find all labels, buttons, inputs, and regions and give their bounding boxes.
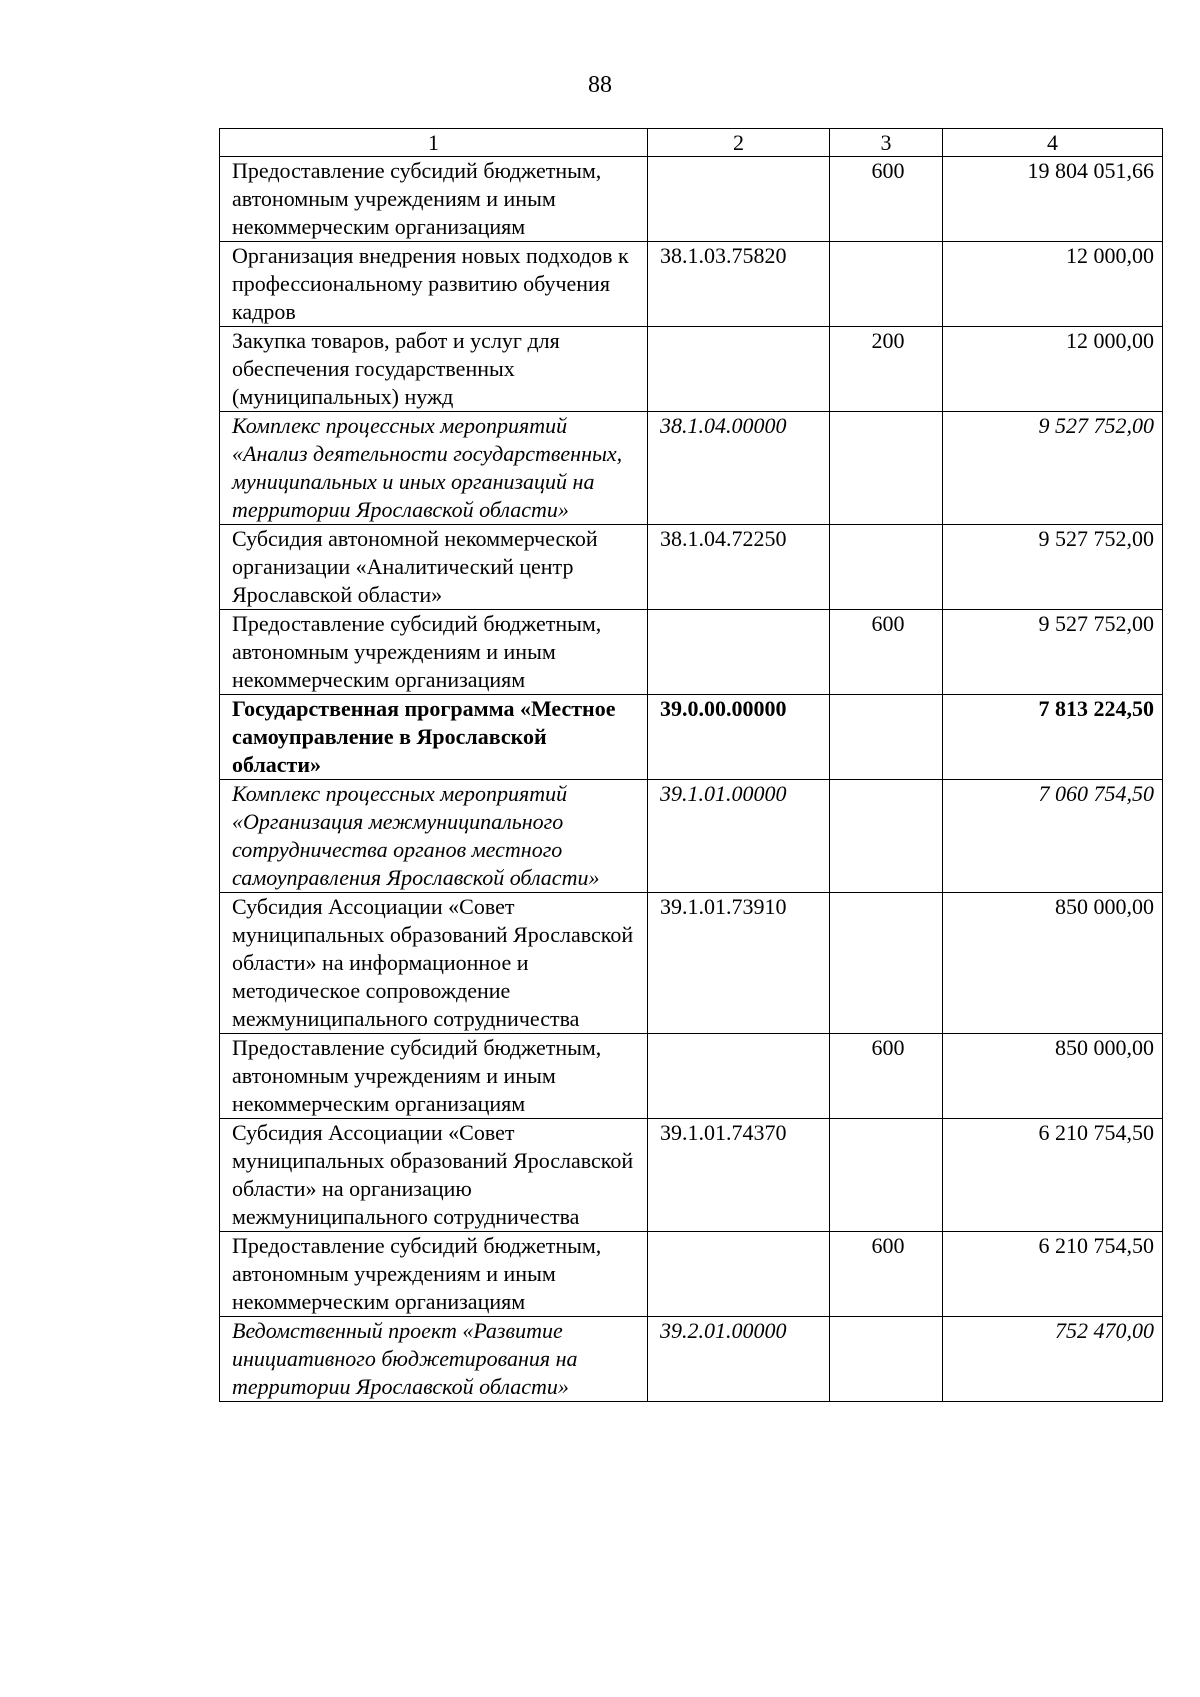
row-kvr-cell: 600	[830, 1034, 943, 1119]
row-code-cell: 39.2.01.00000	[648, 1317, 830, 1402]
row-name-cell: Субсидия Ассоциации «Совет муниципальных образований Ярославской области» на организацию межмуниципального сотрудничества	[220, 1119, 648, 1232]
table-row	[220, 157, 1163, 242]
row-code-cell	[648, 1034, 830, 1119]
row-amount-cell: 752 470,00	[943, 1317, 1163, 1402]
header-col-4: 4	[943, 129, 1163, 157]
row-amount-cell: 9 527 752,00	[943, 525, 1163, 610]
row-code-cell: 38.1.03.75820	[648, 242, 830, 327]
row-code-cell	[648, 610, 830, 695]
row-kvr-cell: 600	[830, 157, 943, 242]
table-row	[220, 242, 1163, 327]
row-amount-cell: 7 813 224,50	[943, 695, 1163, 780]
row-code-cell: 39.0.00.00000	[648, 695, 830, 780]
row-amount-cell: 19 804 051,66	[943, 157, 1163, 242]
row-kvr-cell	[830, 412, 943, 525]
header-col-1: 1	[220, 129, 648, 157]
table-body	[220, 157, 1163, 1402]
row-amount-cell: 850 000,00	[943, 893, 1163, 1034]
row-name-cell: Предоставление субсидий бюджетным, автономным учреждениям и иным некоммерческим организациям	[220, 157, 648, 242]
row-kvr-cell	[830, 242, 943, 327]
row-amount-cell: 9 527 752,00	[943, 412, 1163, 525]
table-row	[220, 1119, 1163, 1232]
row-kvr-cell	[830, 893, 943, 1034]
row-kvr-cell	[830, 1119, 943, 1232]
row-name-cell: Предоставление субсидий бюджетным, автономным учреждениям и иным некоммерческим организациям	[220, 1034, 648, 1119]
row-name-cell: Закупка товаров, работ и услуг для обеспечения государственных (муниципальных) нужд	[220, 327, 648, 412]
row-amount-cell: 9 527 752,00	[943, 610, 1163, 695]
row-name-cell: Субсидия Ассоциации «Совет муниципальных образований Ярославской области» на информационное и методическое сопровождение межмуниципального сотрудничества	[220, 893, 648, 1034]
table-row	[220, 780, 1163, 893]
row-name-cell: Комплекс процессных мероприятий «Анализ деятельности государственных, муниципальных и иных организаций на территории Ярославской области»	[220, 412, 648, 525]
row-code-cell: 39.1.01.00000	[648, 780, 830, 893]
row-name-cell: Ведомственный проект «Развитие инициативного бюджетирования на территории Ярославской области»	[220, 1317, 648, 1402]
table-row	[220, 412, 1163, 525]
table-row	[220, 1034, 1163, 1119]
row-code-cell: 38.1.04.00000	[648, 412, 830, 525]
header-col-2: 2	[648, 129, 830, 157]
row-amount-cell: 6 210 754,50	[943, 1119, 1163, 1232]
row-code-cell	[648, 327, 830, 412]
row-amount-cell: 6 210 754,50	[943, 1232, 1163, 1317]
header-row	[220, 129, 1163, 157]
table-row	[220, 327, 1163, 412]
row-name-cell: Предоставление субсидий бюджетным, автономным учреждениям и иным некоммерческим организациям	[220, 1232, 648, 1317]
table-row	[220, 893, 1163, 1034]
row-code-cell: 39.1.01.73910	[648, 893, 830, 1034]
table-row	[220, 695, 1163, 780]
table-row	[220, 525, 1163, 610]
row-name-cell: Организация внедрения новых подходов к профессиональному развитию обучения кадров	[220, 242, 648, 327]
table-row	[220, 610, 1163, 695]
row-kvr-cell	[830, 1317, 943, 1402]
row-code-cell: 38.1.04.72250	[648, 525, 830, 610]
row-code-cell: 39.1.01.74370	[648, 1119, 830, 1232]
table-row	[220, 1232, 1163, 1317]
row-kvr-cell: 200	[830, 327, 943, 412]
row-code-cell	[648, 1232, 830, 1317]
page-number: 88	[588, 72, 612, 98]
row-name-cell: Предоставление субсидий бюджетным, автономным учреждениям и иным некоммерческим организациям	[220, 610, 648, 695]
row-kvr-cell	[830, 525, 943, 610]
budget-table	[219, 128, 1163, 1402]
row-amount-cell: 7 060 754,50	[943, 780, 1163, 893]
table-row	[220, 1317, 1163, 1402]
row-amount-cell: 12 000,00	[943, 327, 1163, 412]
row-name-cell: Государственная программа «Местное самоуправление в Ярославской области»	[220, 695, 648, 780]
row-kvr-cell	[830, 695, 943, 780]
row-name-cell: Субсидия автономной некоммерческой организации «Аналитический центр Ярославской области»	[220, 525, 648, 610]
row-name-cell: Комплекс процессных мероприятий «Организация межмуниципального сотрудничества органов местного самоуправления Ярославской области»	[220, 780, 648, 893]
row-kvr-cell	[830, 780, 943, 893]
row-kvr-cell: 600	[830, 1232, 943, 1317]
row-kvr-cell: 600	[830, 610, 943, 695]
row-code-cell	[648, 157, 830, 242]
header-col-3: 3	[830, 129, 943, 157]
table-header	[220, 129, 1163, 157]
row-amount-cell: 850 000,00	[943, 1034, 1163, 1119]
row-amount-cell: 12 000,00	[943, 242, 1163, 327]
